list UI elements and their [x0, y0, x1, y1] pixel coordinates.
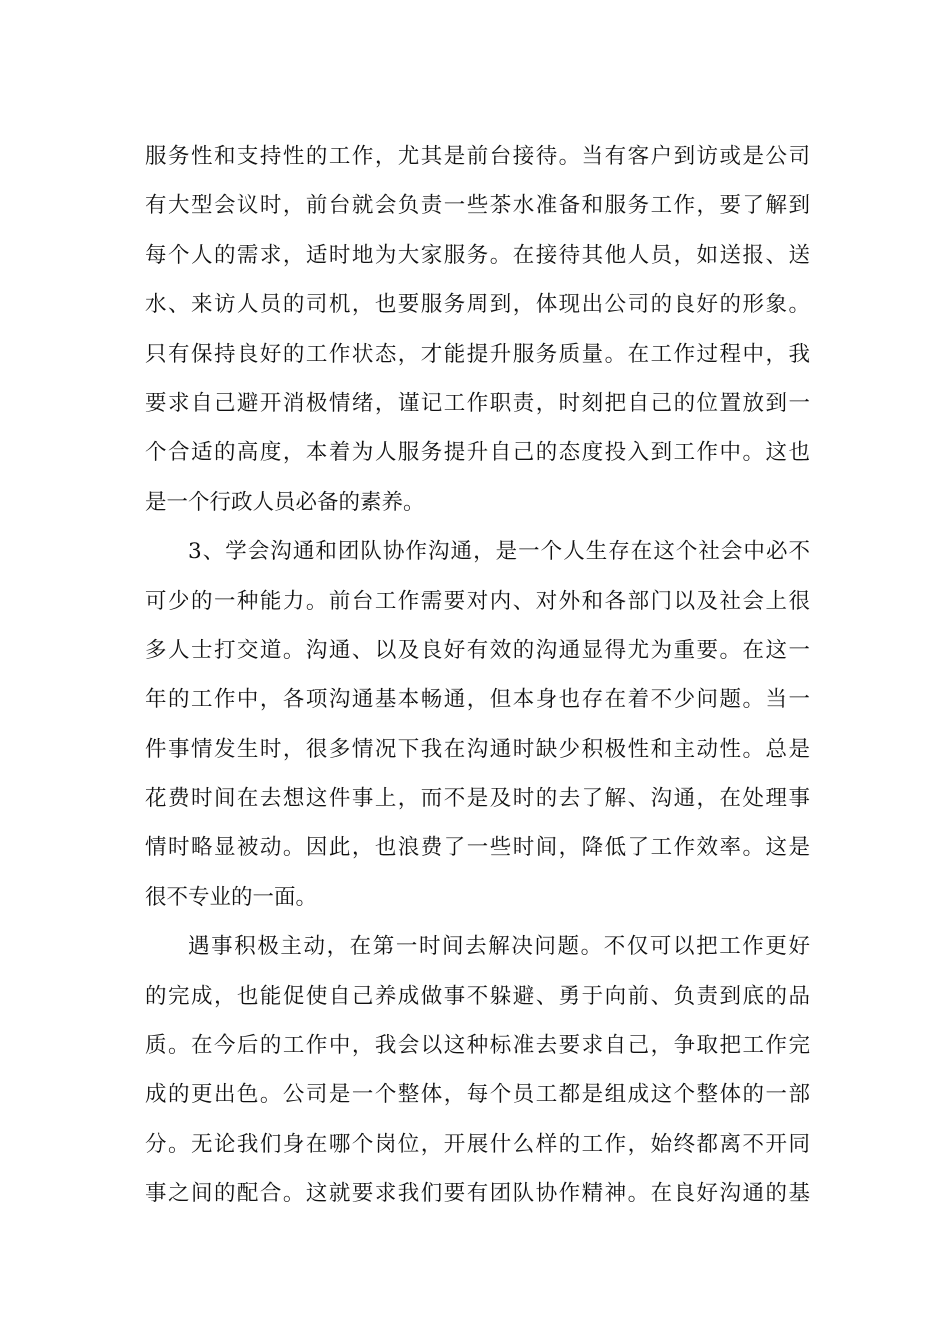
paragraph-2	[145, 527, 810, 922]
paragraph-1	[145, 132, 810, 527]
text-line: 可少的一种能力。前台工作需要对内、对外和各部门以及社会上很	[145, 588, 810, 614]
text-line: 个合适的高度，本着为人服务提升自己的态度投入到工作中。这也	[145, 440, 810, 466]
text-line: 件事情发生时，很多情况下我在沟通时缺少积极性和主动性。总是	[145, 736, 810, 762]
text-line: 成的更出色。公司是一个整体，每个员工都是组成这个整体的一部	[145, 1082, 810, 1108]
text-line: 事之间的配合。这就要求我们要有团队协作精神。在良好沟通的基	[145, 1181, 810, 1207]
paragraph-3	[145, 922, 810, 1218]
text-line: 是一个行政人员必备的素养。	[145, 489, 425, 515]
text-line: 遇事积极主动，在第一时间去解决问题。不仅可以把工作更好	[188, 934, 810, 960]
document-body	[145, 132, 810, 1219]
text-line: 要求自己避开消极情绪，谨记工作职责，时刻把自己的位置放到一	[145, 390, 810, 416]
text-line: 情时略显被动。因此，也浪费了一些时间，降低了工作效率。这是	[145, 835, 810, 861]
text-line: 的完成，也能促使自己养成做事不躲避、勇于向前、负责到底的品	[145, 983, 810, 1009]
text-line: 有大型会议时，前台就会负责一些茶水准备和服务工作，要了解到	[145, 193, 810, 219]
text-line: 每个人的需求，适时地为大家服务。在接待其他人员，如送报、送	[145, 242, 810, 268]
text-line: 服务性和支持性的工作，尤其是前台接待。当有客户到访或是公司	[145, 144, 810, 169]
text-line: 年的工作中，各项沟通基本畅通，但本身也存在着不少问题。当一	[145, 687, 810, 713]
text-line: 3、学会沟通和团队协作沟通，是一个人生存在这个社会中必不	[188, 539, 810, 565]
text-line: 只有保持良好的工作状态，才能提升服务质量。在工作过程中，我	[145, 341, 810, 367]
text-line: 花费时间在去想这件事上，而不是及时的去了解、沟通，在处理事	[145, 786, 810, 812]
text-line: 质。在今后的工作中，我会以这种标准去要求自己，争取把工作完	[145, 1033, 810, 1059]
text-line: 分。无论我们身在哪个岗位，开展什么样的工作，始终都离不开同	[145, 1131, 810, 1157]
text-line: 多人士打交道。沟通、以及良好有效的沟通显得尤为重要。在这一	[145, 637, 810, 663]
text-line: 很不专业的一面。	[145, 884, 318, 910]
text-line: 水、来访人员的司机，也要服务周到，体现出公司的良好的形象。	[145, 292, 810, 318]
